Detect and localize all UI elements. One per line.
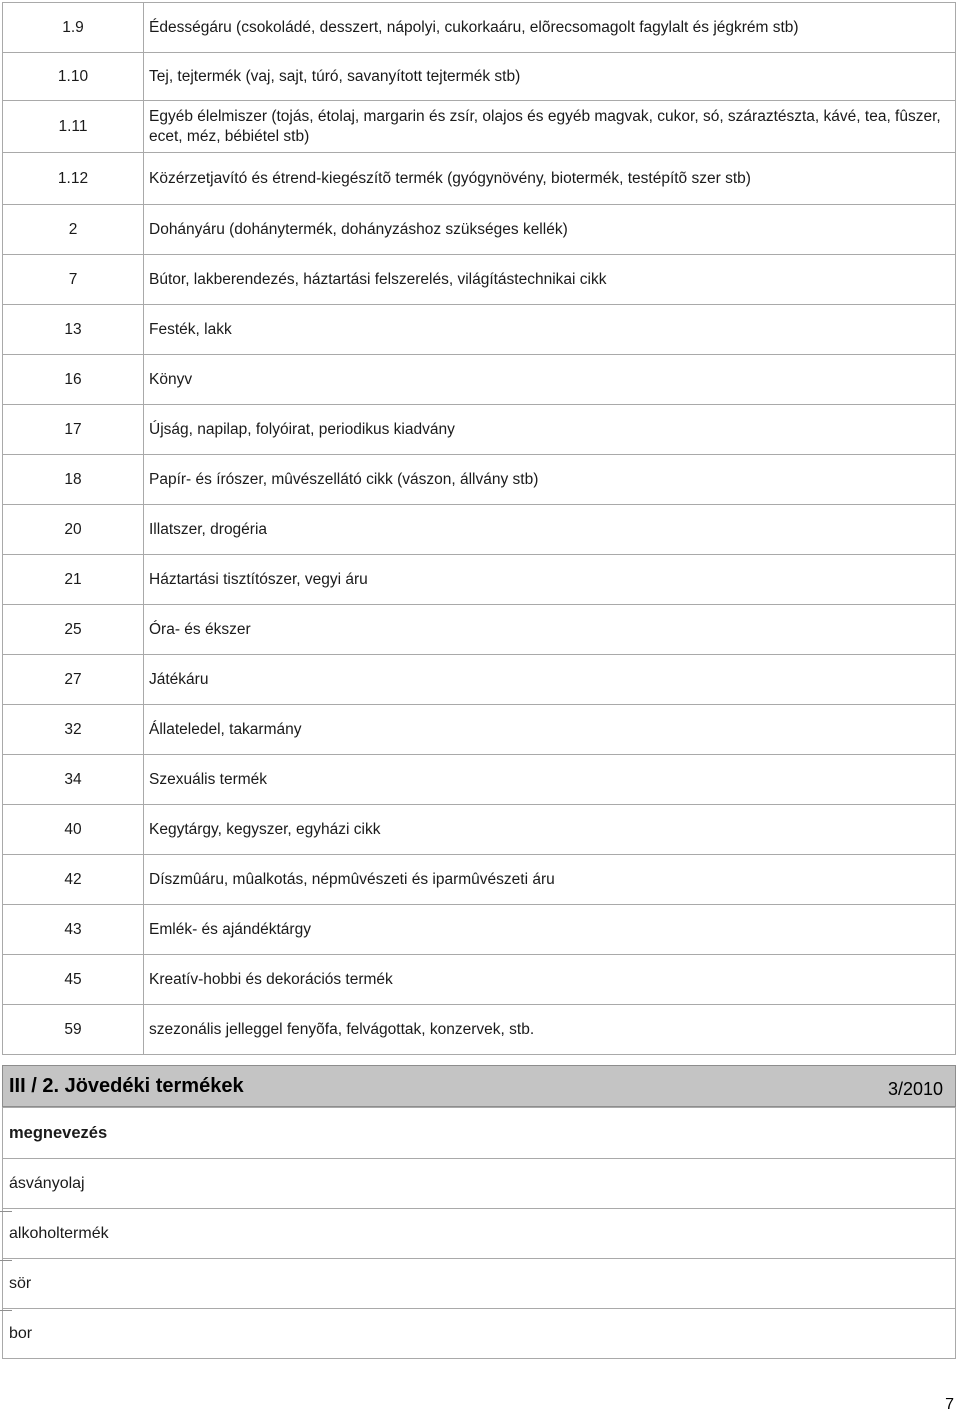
category-name: Dohányáru (dohánytermék, dohányzáshoz szükséges kellék) <box>144 205 956 255</box>
table-row <box>3 905 956 955</box>
category-name: Díszmûáru, mûalkotás, népmûvészeti és iparmûvészeti áru <box>144 855 956 905</box>
category-name: Kegytárgy, kegyszer, egyházi cikk <box>144 805 956 855</box>
table-row <box>3 1005 956 1055</box>
category-name: Egyéb élelmiszer (tojás, étolaj, margarin és zsír, olajos és egyéb magvak, cukor, só, száraztészta, kávé, tea, fûszer, ecet, méz, bébiétel stb) <box>144 101 956 153</box>
category-code: 16 <box>3 355 144 405</box>
category-name: Kreatív-hobbi és dekorációs termék <box>144 955 956 1005</box>
section-title: III / 2. Jövedéki termékek <box>9 1075 244 1097</box>
table-row <box>3 705 956 755</box>
table-row <box>3 855 956 905</box>
category-code: 1.10 <box>3 53 144 101</box>
category-code: 1.11 <box>3 101 144 153</box>
category-name: Háztartási tisztítószer, vegyi áru <box>144 555 956 605</box>
table-header-row <box>3 1108 956 1159</box>
table-row <box>3 355 956 405</box>
form-code: 3/2010 <box>887 1079 943 1099</box>
excise-item: alkoholtermék <box>3 1209 956 1259</box>
category-name: Tej, tejtermék (vaj, sajt, túró, savanyított tejtermék stb) <box>144 53 956 101</box>
table-row <box>3 655 956 705</box>
table-row <box>3 1209 956 1259</box>
category-code: 20 <box>3 505 144 555</box>
table-row <box>3 505 956 555</box>
table-row <box>3 53 956 101</box>
excise-section-header <box>2 1065 956 1107</box>
category-code: 45 <box>3 955 144 1005</box>
table-row <box>3 1159 956 1209</box>
table-row <box>3 205 956 255</box>
category-name: Festék, lakk <box>144 305 956 355</box>
category-code: 34 <box>3 755 144 805</box>
table-row <box>3 101 956 153</box>
table-row <box>3 153 956 205</box>
table-row <box>3 1309 956 1359</box>
category-code: 32 <box>3 705 144 755</box>
table-row <box>3 305 956 355</box>
table-row <box>3 455 956 505</box>
category-name: Édességáru (csokoládé, desszert, nápolyi, cukorkaáru, elõrecsomagolt fagylalt és jégkrém stb) <box>144 3 956 53</box>
row-marker <box>0 1211 12 1212</box>
excise-item: ásványolaj <box>3 1159 956 1209</box>
category-name: Újság, napilap, folyóirat, periodikus kiadvány <box>144 405 956 455</box>
category-code: 1.9 <box>3 3 144 53</box>
table-row <box>3 555 956 605</box>
category-code: 1.12 <box>3 153 144 205</box>
category-name: Bútor, lakberendezés, háztartási felszerelés, világítástechnikai cikk <box>144 255 956 305</box>
category-code: 42 <box>3 855 144 905</box>
excise-products-table <box>2 1107 956 1359</box>
category-code: 43 <box>3 905 144 955</box>
category-name: szezonális jelleggel fenyõfa, felvágottak, konzervek, stb. <box>144 1005 956 1055</box>
table-row <box>3 955 956 1005</box>
category-code: 40 <box>3 805 144 855</box>
category-code: 18 <box>3 455 144 505</box>
table-row <box>3 1259 956 1309</box>
category-name: Szexuális termék <box>144 755 956 805</box>
row-marker <box>0 1260 12 1261</box>
row-marker <box>0 1310 12 1311</box>
table-row <box>3 405 956 455</box>
category-name: Papír- és írószer, mûvészellátó cikk (vászon, állvány stb) <box>144 455 956 505</box>
category-code: 27 <box>3 655 144 705</box>
category-code: 2 <box>3 205 144 255</box>
column-header-name: megnevezés <box>3 1108 956 1159</box>
category-name: Óra- és ékszer <box>144 605 956 655</box>
category-name: Könyv <box>144 355 956 405</box>
table-row <box>3 805 956 855</box>
category-code: 25 <box>3 605 144 655</box>
category-code: 21 <box>3 555 144 605</box>
category-name: Emlék- és ajándéktárgy <box>144 905 956 955</box>
category-code: 7 <box>3 255 144 305</box>
category-name: Illatszer, drogéria <box>144 505 956 555</box>
category-name: Játékáru <box>144 655 956 705</box>
page-number: 7 <box>945 1396 954 1413</box>
excise-item: bor <box>3 1309 956 1359</box>
category-code: 59 <box>3 1005 144 1055</box>
category-name: Közérzetjavító és étrend-kiegészítõ termék (gyógynövény, biotermék, testépítõ szer stb) <box>144 153 956 205</box>
table-row <box>3 3 956 53</box>
category-name: Állateledel, takarmány <box>144 705 956 755</box>
excise-item: sör <box>3 1259 956 1309</box>
category-code: 17 <box>3 405 144 455</box>
product-category-table <box>2 2 956 1055</box>
table-row <box>3 605 956 655</box>
table-row <box>3 755 956 805</box>
category-code: 13 <box>3 305 144 355</box>
table-row <box>3 255 956 305</box>
